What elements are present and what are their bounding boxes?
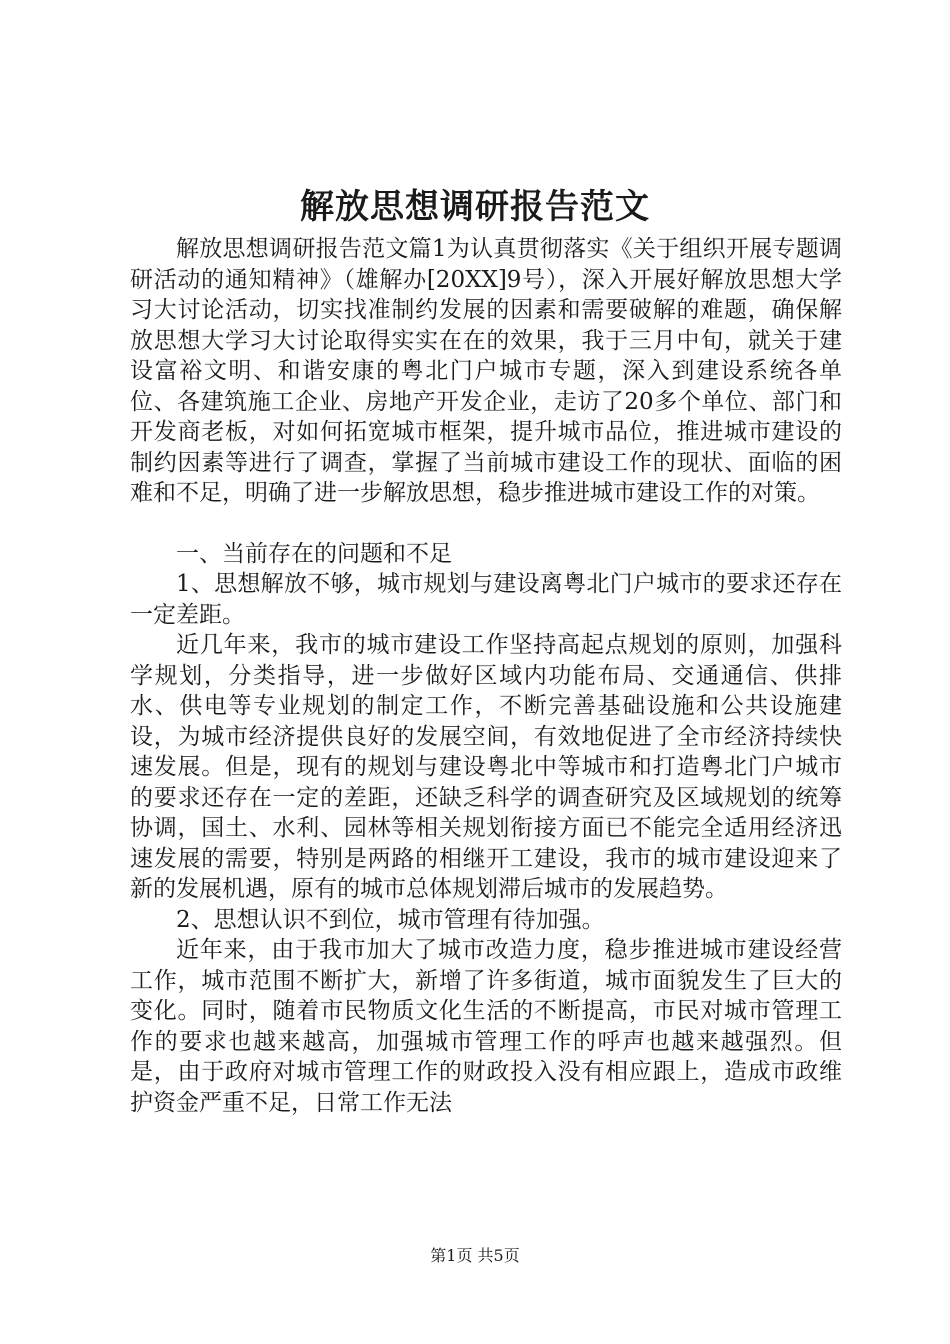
subheading-2: 2、思想认识不到位，城市管理有待加强。: [176, 906, 605, 933]
document-title: 解放思想调研报告范文: [300, 187, 650, 227]
paragraph-management: 近年来，由于我市加大了城市改造力度，稳步推进城市建设经营工作，城市范围不断扩大，新增了许多街道，城市面貌发生了巨大的变化。同时，随着市民物质文化生活的不断提高，市民对城市管理工作的要求也越来越高，加强城市管理工作的呼声也越来越强烈。但是，由于政府对城市管理工作的财政投入没有相应跟上，造成市政维护资金严重不足，日常工作无法: [130, 937, 842, 1116]
paragraph-planning: 近几年来，我市的城市建设工作坚持高起点规划的原则，加强科学规划，分类指导，进一步做好区域内功能布局、交通通信、供排水、供电等专业规划的制定工作，不断完善基础设施和公共设施建设，为城市经济提供良好的发展空间，有效地促进了全市经济持续快速发展。但是，现有的规划与建设粤北中等城市和打造粤北门户城市的要求还存在一定的差距，还缺乏科学的调查研究及区域规划的统筹协调，国土、水利、园林等相关规划衔接方面已不能完全适用经济迅速发展的需要，特别是两路的相继开工建设，我市的城市建设迎来了新的发展机遇，原有的城市总体规划滞后城市的发展趋势。: [130, 632, 842, 902]
subheading-1: 1、思想解放不够，城市规划与建设离粤北门户城市的要求还存在一定差距。: [130, 571, 842, 628]
document-body: [130, 234, 842, 1118]
paragraph-intro: 解放思想调研报告范文篇1为认真贯彻落实《关于组织开展专题调研活动的通知精神》（雄解办[20XX]9号），深入开展好解放思想大学习大讨论活动，切实找准制约发展的因素和需要破解的难题，确保解放思想大学习大讨论取得实实在在的效果，我于三月中旬，就关于建设富裕文明、和谐安康的粤北门户城市专题，深入到建设系统各单位、各建筑施工企业、房地产开发企业，走访了20多个单位、部门和开发商老板，对如何拓宽城市框架，提升城市品位，推进城市建设的制约因素等进行了调查，掌握了当前城市建设工作的现状、面临的困难和不足，明确了进一步解放思想，稳步推进城市建设工作的对策。: [130, 236, 842, 506]
page-footer: 第1页 共5页: [430, 1246, 520, 1265]
section-heading: 一、当前存在的问题和不足: [176, 540, 452, 567]
